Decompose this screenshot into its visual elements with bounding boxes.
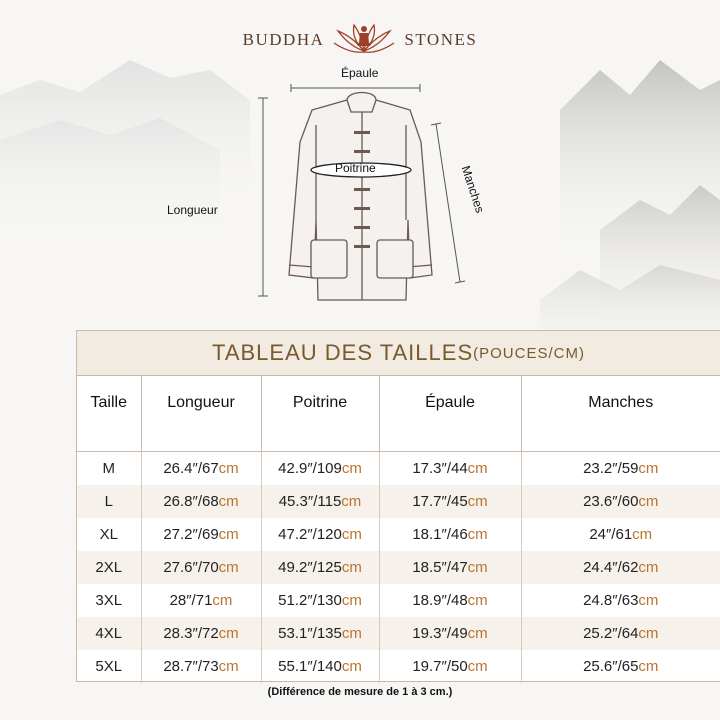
jacket-outline	[0, 60, 720, 310]
table-cell-longueur	[141, 584, 261, 617]
cell-value: 27.6″/70	[163, 559, 219, 576]
brand-right-word: STONES	[404, 30, 478, 49]
manches-measure-line	[436, 124, 460, 282]
table-cell-epaule	[379, 617, 521, 650]
size-table	[77, 376, 720, 683]
cm-unit: cm	[341, 658, 362, 675]
cm-unit: cm	[467, 592, 488, 609]
cell-value: 18.1″/46	[412, 526, 468, 543]
cm-unit: cm	[218, 493, 239, 510]
cm-unit: cm	[218, 559, 239, 576]
cm-unit: cm	[638, 592, 659, 609]
cell-value: 25.2″/64	[583, 625, 639, 642]
table-header-row	[77, 376, 720, 452]
table-cell-longueur	[141, 452, 261, 486]
cm-unit: cm	[341, 526, 362, 543]
cell-value: 19.3″/49	[412, 625, 468, 642]
table-row	[77, 518, 720, 551]
table-cell-manches	[521, 551, 720, 584]
measurement-note: (Différence de mesure de 1 à 3 cm.)	[267, 686, 453, 698]
table-unit: (POUCES/CM)	[473, 344, 585, 362]
table-cell-size	[77, 485, 141, 518]
cm-unit: cm	[341, 460, 362, 477]
cell-value: 25.6″/65	[583, 658, 639, 675]
cm-unit: cm	[341, 592, 362, 609]
cm-unit: cm	[218, 625, 239, 642]
cm-unit: cm	[467, 559, 488, 576]
size-chart-table	[76, 330, 720, 682]
cm-unit: cm	[467, 526, 488, 543]
cm-unit: cm	[212, 592, 233, 609]
cm-unit: cm	[638, 493, 659, 510]
cell-value: 19.7″/50	[412, 658, 468, 675]
table-row	[77, 650, 720, 683]
cm-unit: cm	[218, 658, 239, 675]
table-cell-epaule	[379, 485, 521, 518]
cell-value: 27.2″/69	[163, 526, 219, 543]
table-row	[77, 551, 720, 584]
cell-value: 24.4″/62	[583, 559, 639, 576]
cm-unit: cm	[632, 526, 653, 543]
table-cell-poitrine	[261, 650, 379, 683]
cell-value: 47.2″/120	[278, 526, 342, 543]
header-epaule: Épaule	[379, 376, 521, 452]
table-row	[77, 485, 720, 518]
cell-value: 4XL	[95, 625, 123, 642]
cell-value: 42.9″/109	[278, 460, 342, 477]
cell-value: 28.3″/72	[163, 625, 219, 642]
table-cell-size	[77, 584, 141, 617]
cm-unit: cm	[341, 625, 362, 642]
table-title: TABLEAU DES TAILLES	[212, 340, 474, 365]
table-cell-manches	[521, 650, 720, 683]
table-cell-longueur	[141, 551, 261, 584]
table-cell-poitrine	[261, 485, 379, 518]
table-cell-size	[77, 518, 141, 551]
cell-value: 49.2″/125	[278, 559, 342, 576]
label-poitrine: Poitrine	[335, 161, 376, 175]
table-cell-size	[77, 617, 141, 650]
cell-value: 2XL	[95, 559, 123, 576]
label-longueur: Longueur	[167, 203, 218, 217]
cell-value: 23.2″/59	[583, 460, 639, 477]
table-cell-poitrine	[261, 584, 379, 617]
cm-unit: cm	[218, 460, 239, 477]
table-cell-manches	[521, 617, 720, 650]
table-cell-manches	[521, 452, 720, 486]
cell-value: 5XL	[95, 658, 123, 675]
cm-unit: cm	[638, 625, 659, 642]
cm-unit: cm	[638, 460, 659, 477]
cm-unit: cm	[638, 559, 659, 576]
cell-value: 23.6″/60	[583, 493, 639, 510]
table-cell-epaule	[379, 650, 521, 683]
table-cell-epaule	[379, 518, 521, 551]
cm-unit: cm	[467, 658, 488, 675]
header-longueur: Longueur	[141, 376, 261, 452]
table-cell-epaule	[379, 584, 521, 617]
table-cell-longueur	[141, 617, 261, 650]
table-cell-size	[77, 650, 141, 683]
lotus-meditation-icon	[332, 21, 396, 60]
table-cell-epaule	[379, 452, 521, 486]
cell-value: 26.4″/67	[163, 460, 219, 477]
brand-header	[0, 22, 720, 58]
cell-value: 28.7″/73	[163, 658, 219, 675]
table-title-bar	[77, 331, 720, 376]
cell-value: 53.1″/135	[278, 625, 342, 642]
table-cell-poitrine	[261, 551, 379, 584]
table-cell-poitrine	[261, 452, 379, 486]
table-cell-size	[77, 551, 141, 584]
jacket-diagram	[0, 60, 720, 310]
cell-value: 17.7″/45	[412, 493, 468, 510]
table-cell-manches	[521, 518, 720, 551]
cm-unit: cm	[467, 460, 488, 477]
table-cell-longueur	[141, 485, 261, 518]
table-row	[77, 617, 720, 650]
cm-unit: cm	[218, 526, 239, 543]
table-cell-longueur	[141, 650, 261, 683]
cell-value: M	[102, 460, 115, 477]
cell-value: 17.3″/44	[412, 460, 468, 477]
header-taille: Taille	[77, 376, 141, 452]
cell-value: 28″/71	[169, 592, 213, 609]
table-cell-poitrine	[261, 518, 379, 551]
cell-value: 18.5″/47	[412, 559, 468, 576]
cell-value: 26.8″/68	[163, 493, 219, 510]
table-body	[77, 452, 720, 684]
cm-unit: cm	[341, 493, 362, 510]
cm-unit: cm	[467, 493, 488, 510]
cell-value: 24.8″/63	[583, 592, 639, 609]
table-cell-manches	[521, 485, 720, 518]
table-cell-epaule	[379, 551, 521, 584]
cm-unit: cm	[638, 658, 659, 675]
table-row	[77, 452, 720, 486]
cell-value: 55.1″/140	[278, 658, 342, 675]
cell-value: 18.9″/48	[412, 592, 468, 609]
cm-unit: cm	[467, 625, 488, 642]
table-row	[77, 584, 720, 617]
cell-value: L	[104, 493, 113, 510]
cm-unit: cm	[341, 559, 362, 576]
label-epaule: Épaule	[341, 66, 379, 80]
table-cell-poitrine	[261, 617, 379, 650]
header-poitrine: Poitrine	[261, 376, 379, 452]
label-manches: Manches	[458, 164, 488, 215]
cell-value: 51.2″/130	[278, 592, 342, 609]
table-cell-longueur	[141, 518, 261, 551]
brand-left-word: BUDDHA	[242, 30, 325, 49]
table-cell-manches	[521, 584, 720, 617]
cell-value: 24″/61	[589, 526, 633, 543]
header-manches: Manches	[521, 376, 720, 452]
cell-value: 45.3″/115	[278, 493, 342, 510]
table-cell-size	[77, 452, 141, 486]
cell-value: XL	[99, 526, 118, 543]
cell-value: 3XL	[95, 592, 123, 609]
